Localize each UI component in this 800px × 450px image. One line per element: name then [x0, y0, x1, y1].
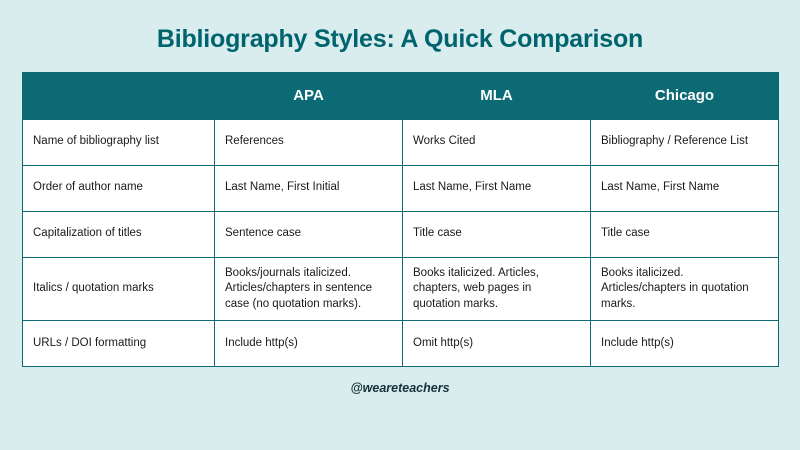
- row-label: URLs / DOI formatting: [23, 321, 215, 367]
- cell-apa: Last Name, First Initial: [215, 165, 403, 211]
- cell-chicago: Title case: [591, 211, 779, 257]
- attribution-handle: @weareteachers: [350, 381, 450, 396]
- page-title: Bibliography Styles: A Quick Comparison: [156, 25, 644, 53]
- cell-mla: Omit http(s): [403, 321, 591, 367]
- table-body: [23, 119, 779, 367]
- table-row: [23, 165, 779, 211]
- row-label: Name of bibliography list: [23, 119, 215, 165]
- table-header-corner: [23, 72, 215, 119]
- comparison-table: [22, 72, 779, 368]
- table-row: [23, 257, 779, 321]
- row-label: Order of author name: [23, 165, 215, 211]
- cell-apa: Include http(s): [215, 321, 403, 367]
- row-label: Italics / quotation marks: [23, 257, 215, 321]
- cell-mla: Works Cited: [403, 119, 591, 165]
- table-row: [23, 211, 779, 257]
- table-header-chicago: Chicago: [591, 72, 779, 119]
- cell-apa: Sentence case: [215, 211, 403, 257]
- table-header: [23, 72, 779, 119]
- cell-apa: References: [215, 119, 403, 165]
- table-header-apa: APA: [215, 72, 403, 119]
- cell-mla: Title case: [403, 211, 591, 257]
- table-row: [23, 119, 779, 165]
- cell-apa: Books/journals italicized. Articles/chapters in sentence case (no quotation marks).: [215, 257, 403, 321]
- cell-chicago: Books italicized. Articles/chapters in quotation marks.: [591, 257, 779, 321]
- table-row: [23, 321, 779, 367]
- cell-chicago: Include http(s): [591, 321, 779, 367]
- cell-mla: Last Name, First Name: [403, 165, 591, 211]
- cell-mla: Books italicized. Articles, chapters, web pages in quotation marks.: [403, 257, 591, 321]
- cell-chicago: Last Name, First Name: [591, 165, 779, 211]
- table-header-row: [23, 72, 779, 119]
- cell-chicago: Bibliography / Reference List: [591, 119, 779, 165]
- row-label: Capitalization of titles: [23, 211, 215, 257]
- table-header-mla: MLA: [403, 72, 591, 119]
